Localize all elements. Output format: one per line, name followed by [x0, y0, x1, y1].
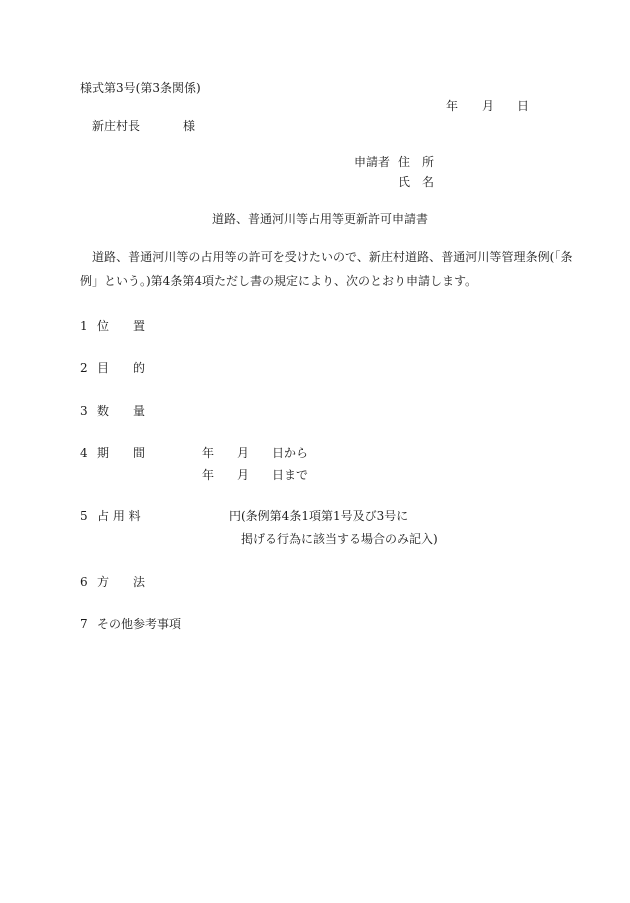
item-7-number: 7	[80, 617, 88, 631]
period-to-month: 月	[237, 468, 250, 482]
date-month: 月	[482, 99, 495, 113]
item-2-label: 目 的	[97, 361, 146, 375]
fee-note-line-2: 掲げる行為に該当する場合のみ記入)	[241, 532, 438, 546]
date-year: 年	[446, 99, 459, 113]
item-1-number: 1	[80, 319, 88, 333]
applicant-name-label: 氏 名	[398, 175, 435, 189]
period-to-day: 日まで	[272, 468, 309, 482]
form-number-label: 様式第3号(第3条関係)	[80, 81, 201, 95]
period-from-year: 年	[202, 446, 215, 460]
item-7-label: その他参考事項	[97, 617, 182, 631]
period-from-day: 日から	[272, 446, 309, 460]
item-1-label: 位 置	[97, 319, 146, 333]
applicant-label: 申請者	[354, 155, 391, 169]
item-5-number: 5	[80, 509, 88, 523]
item-6-number: 6	[80, 575, 88, 589]
fee-note-line-1: 円(条例第4条1項第1号及び3号に	[229, 509, 409, 523]
item-3-label: 数 量	[97, 404, 146, 418]
item-6-label: 方 法	[97, 575, 146, 589]
addressee-name: 新庄村長	[92, 119, 141, 133]
period-to-year: 年	[202, 468, 215, 482]
body-text-line-1: 道路、普通河川等の占用等の許可を受けたいので、新庄村道路、普通河川等管理条例(「条	[92, 250, 573, 264]
item-4-number: 4	[80, 446, 88, 460]
item-2-number: 2	[80, 361, 88, 375]
date-day: 日	[517, 99, 530, 113]
item-5-label: 占 用 料	[97, 509, 141, 523]
item-4-label: 期 間	[97, 446, 146, 460]
document-title: 道路、普通河川等占用等更新許可申請書	[212, 212, 429, 226]
body-text-line-2: 例」という。)第4条第4項ただし書の規定により、次のとおり申請します。	[80, 274, 477, 288]
period-from-month: 月	[237, 446, 250, 460]
addressee-honorific: 様	[183, 119, 196, 133]
applicant-address-label: 住 所	[398, 155, 435, 169]
item-3-number: 3	[80, 404, 88, 418]
